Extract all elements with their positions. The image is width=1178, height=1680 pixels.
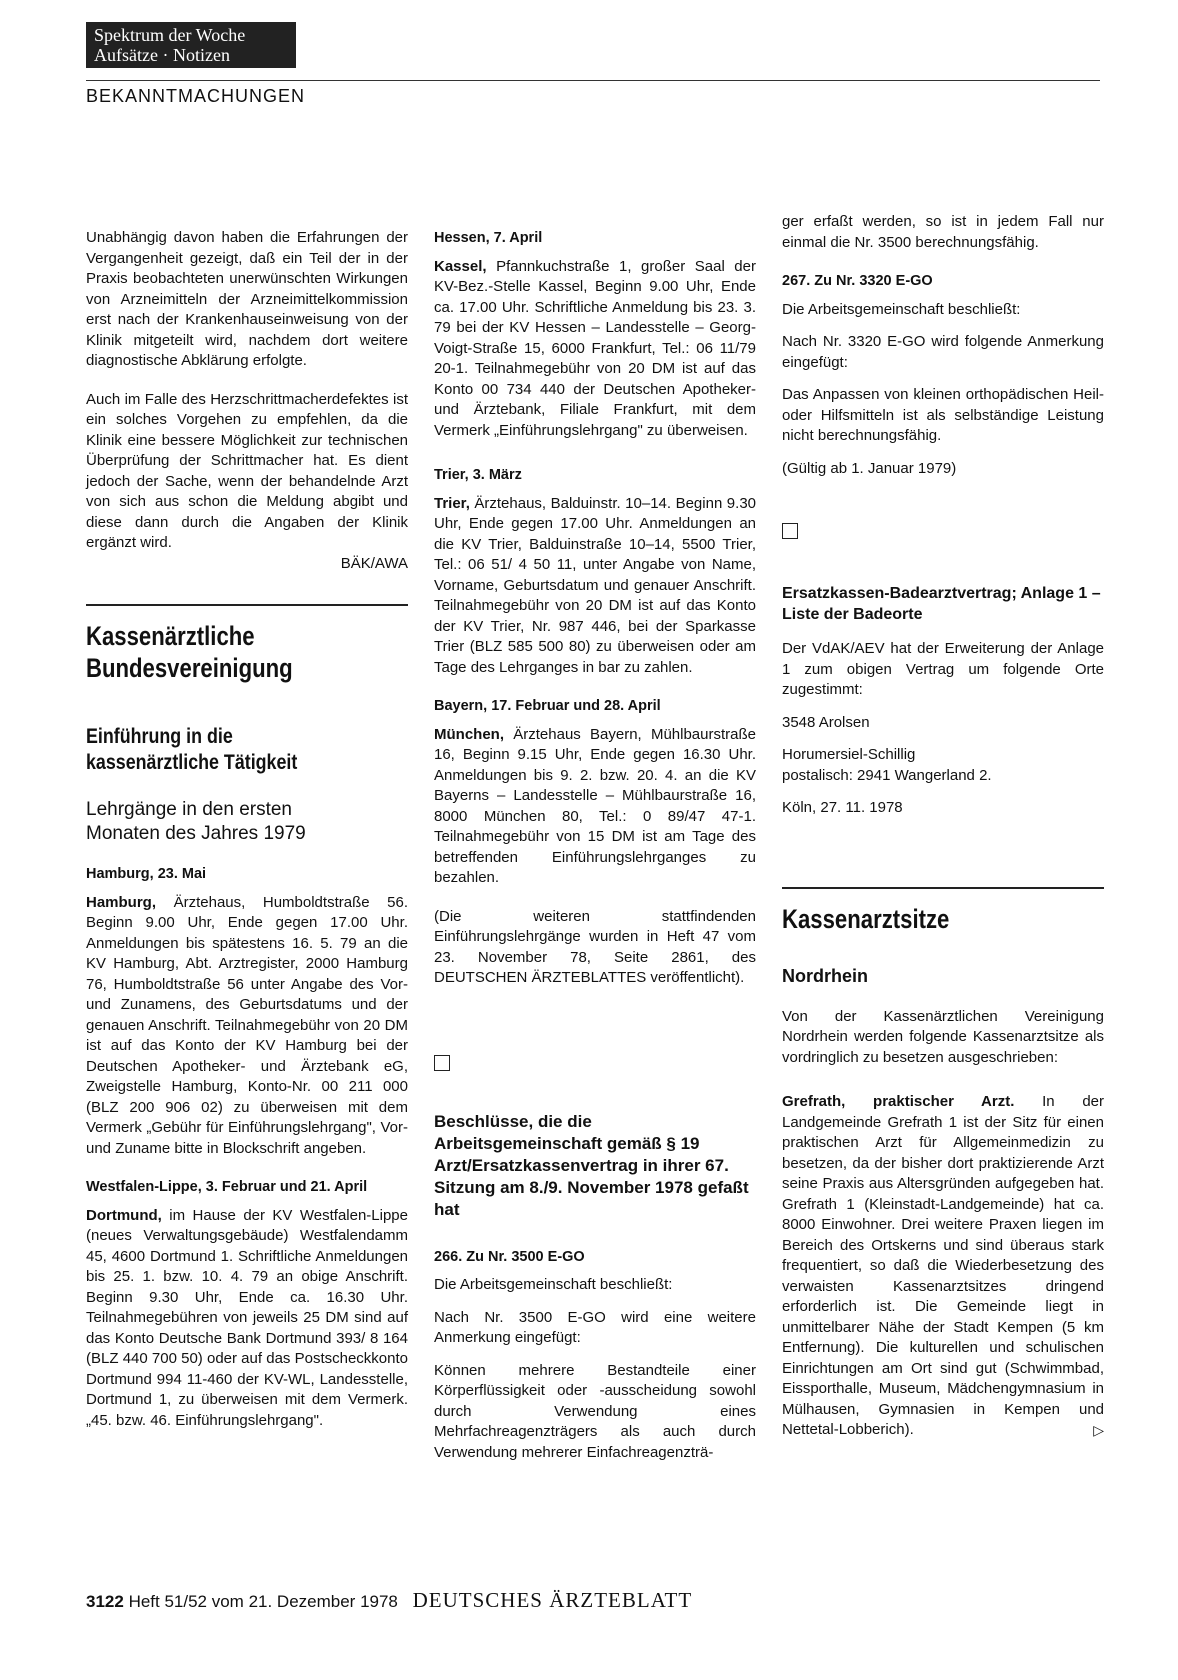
paragraph: Auch im Falle des Herzschrittmacherdefektes ist ein solches Vorgehen zu empfehlen, da die Klinik eine bessere Möglichkeit zur technischen Überprüfung der Schrittmacher hat. Es dient jedoch der Sache, wenn der behandelnde Arzt von sich aus schon die Meldung abgibt und diese dann durch die Angaben der Klinik ergänzt wird.	[86, 390, 408, 551]
hamburg-paragraph: Hamburg, Ärztehaus, Humboldtstraße 56. Beginn 9.00 Uhr, Ende gegen 17.00 Uhr. Anmeldungen bis spätestens 16. 5. 79 an die KV Hamburg, Abt. Arztregister, 2000 Hamburg 76, Humboldtstraße 56 unter Angabe des Vor- und Zunamens, des Geburtsdatums und der genauen Anschrift. Teilnahmegebühr von 20 DM ist auf das Konto der KV Hamburg bei der Deutschen Apotheker- und Ärztebank eG, Zweigstelle Hamburg, Konto-Nr. 00 211 000 (BLZ 200 906 02) zu überweisen mit dem Vermerk „Gebühr für Einführungslehrgang", Vor- und Zuname bitte in Blockschrift angeben.	[86, 893, 408, 1157]
place-item: 3548 Arolsen	[782, 713, 870, 731]
kassenarztsitze-title: Kassenarztsitze	[782, 903, 950, 934]
page-footer	[86, 1588, 692, 1613]
divider	[782, 887, 1104, 889]
paragraph: Der VdAK/AEV hat der Erweiterung der Anlage 1 zum obigen Vertrag um folgende Orte zugestimmt:	[782, 640, 1104, 698]
bayern-heading: Bayern, 17. Februar und 28. April	[434, 698, 661, 714]
trier-paragraph: Trier, Ärztehaus, Balduinstr. 10–14. Beginn 9.30 Uhr, Ende gegen 17.00 Uhr. Anmeldungen an die KV Trier, Balduinstraße 10–14, 5500 Trier, Tel.: 06 51/ 4 50 11, unter Angabe von Name, Vorname, Geburtsdatum und genauer Anschrift. Teilnahmegebühr von 20 DM ist auf das Konto der KV Trier, Nr. 987 446, bei der Sparkasse Trier (BLZ 585 500 80) zu überweisen oder am Tage des Lehrganges in bar zu zahlen.	[434, 494, 756, 676]
header-rule	[86, 80, 1100, 81]
kbv-title-line-2: Bundesvereinigung	[86, 653, 293, 683]
date-line: Köln, 27. 11. 1978	[782, 799, 903, 816]
divider	[86, 604, 408, 606]
item-266-heading: 266. Zu Nr. 3500 E-GO	[434, 1248, 585, 1265]
paragraph: Nach Nr. 3500 E-GO wird eine weitere Anmerkung eingefügt:	[434, 1308, 756, 1346]
nordrhein-heading: Nordrhein	[782, 965, 869, 986]
section-header-box	[86, 22, 296, 68]
column-2	[434, 228, 756, 1475]
place-item-line-2: postalisch: 2941 Wangerland 2.	[782, 766, 992, 784]
paragraph: Die Arbeitsgemeinschaft beschließt:	[782, 300, 1021, 318]
journal-name: DEUTSCHES ÄRZTEBLATT	[412, 1588, 693, 1612]
kbv-title-line-1: Kassenärztliche	[86, 621, 255, 651]
bayern-paragraph: München, Ärztehaus Bayern, Mühlbaurstraße 16, Beginn 9.15 Uhr, Ende gegen 16.30 Uhr. Anmeldungen bis 9. 2. bzw. 20. 4. an die KV Bayerns – Landesstelle – Mühlbaurstraße 16, 8000 München 80, Tel.: 0 89/47 47-1. Teilnahmegebühr von 15 DM ist am Tage des betreffenden Einführungslehrganges zu bezahlen.	[434, 725, 756, 886]
signature-row	[86, 554, 408, 575]
header-line-1: Spektrum der Woche	[94, 25, 246, 45]
paragraph: ger erfaßt werden, so ist in jedem Fall nur einmal die Nr. 3500 berechnungsfähig.	[782, 213, 1104, 251]
hamburg-heading: Hamburg, 23. Mai	[86, 866, 207, 882]
ersatzkassen-heading: Ersatzkassen-Badearztvertrag; Anlage 1 – Liste der Badeorte	[782, 585, 1101, 623]
item-267-heading: 267. Zu Nr. 3320 E-GO	[782, 273, 933, 289]
validity-note: (Gültig ab 1. Januar 1979)	[782, 459, 957, 477]
paragraph: Die Arbeitsgemeinschaft beschließt:	[434, 1276, 673, 1293]
subtitle-line-2: Monaten des Jahres 1979	[86, 823, 306, 844]
note-paragraph: (Die weiteren stattfindenden Einführungslehrgänge wurden in Heft 47 vom 23. November 78, Seite 2861, des DEUTSCHEN ÄRZTEBLATTES veröffentlicht).	[434, 907, 756, 986]
header-line-2: Aufsätze · Notizen	[94, 45, 230, 65]
paragraph: Von der Kassenärztlichen Vereinigung Nordrhein werden folgende Kassenarztsitze als vordringlich zu besetzen ausgeschrieben:	[782, 1007, 1104, 1066]
beschluesse-heading: Beschlüsse, die die Arbeitsgemeinschaft gemäß § 19 Arzt/Ersatzkassenvertrag in ihrer 67. Sitzung am 8./9. November 1978 gefaßt hat	[434, 1111, 749, 1219]
paragraph: Das Anpassen von kleinen orthopädischen Heil- oder Hilfsmitteln ist als selbständige Leistung nicht berechnungsfähig.	[782, 386, 1104, 444]
trier-heading: Trier, 3. März	[434, 467, 522, 483]
end-of-article-box	[434, 1055, 450, 1071]
column-3	[782, 213, 1104, 1453]
column-1	[86, 228, 408, 1443]
intro-title-line-2: kassenärztliche Tätigkeit	[86, 751, 298, 774]
end-of-article-box	[782, 523, 798, 539]
intro-title-line-1: Einführung in die	[86, 725, 233, 748]
paragraph: Können mehrere Bestandteile einer Körperflüssigkeit oder -ausscheidung sowohl durch Verwendung eines Mehrfachreagenzträgers als auch durch Verwendung mehrerer Einfachreagenzträ-	[434, 1361, 756, 1461]
westfalen-heading: Westfalen-Lippe, 3. Februar und 21. April	[86, 1179, 368, 1195]
hessen-paragraph: Kassel, Pfannkuchstraße 1, großer Saal der KV-Bez.-Stelle Kassel, Beginn 9.00 Uhr, Ende ca. 17.00 Uhr. Schriftliche Anmeldung bis 23. 3. 79 bei der KV Hessen – Landesstelle – Georg-Voigt-Straße 15, 6000 Frankfurt, Tel.: 06 11/79 20-1. Teilnahmegebühr von 20 DM ist auf das Konto 00 734 440 der Deutschen Apotheker- und Ärztebank, Filiale Frankfurt, mit dem Vermerk „Einführungslehrgang" zu überweisen.	[434, 257, 756, 439]
section-label: BEKANNTMACHUNGEN	[86, 86, 306, 106]
westfalen-paragraph: Dortmund, im Hause der KV Westfalen-Lippe (neues Verwaltungsgebäude) Westfalendamm 45, 4600 Dortmund 1. Schriftliche Anmeldungen bis 25. 1. bzw. 10. 4. 79 an obige Anschrift. Beginn 9.30 Uhr, Ende ca. 16.30 Uhr. Teilnahmegebühren von jeweils 25 DM sind auf das Konto Deutsche Bank Dortmund 393/ 8 164 (BLZ 440 700 50) oder auf das Postscheckkonto Dortmund 994 11-460 der KV-WL, Landesstelle, Dortmund 1, zu überweisen mit dem Vermerk. „45. bzw. 46. Einführungslehrgang".	[86, 1206, 408, 1429]
paragraph: Unabhängig davon haben die Erfahrungen der Vergangenheit gezeigt, daß ein Teil der in der Praxis beobachteten unerwünschten Wirkungen von Arzneimitteln der Arzneimittelkommission erst nach der Krankenhauseinweisung von der Klinik mitgeteilt wird, nachdem dort weitere diagnostische Abklärung erfolgte.	[86, 229, 408, 369]
hessen-heading: Hessen, 7. April	[434, 230, 543, 246]
continue-arrow-icon: ▷	[1093, 1422, 1104, 1438]
signature: BÄK/AWA	[340, 554, 408, 572]
page-number: 3122	[86, 1592, 124, 1611]
paragraph: Nach Nr. 3320 E-GO wird folgende Anmerkung eingefügt:	[782, 333, 1104, 371]
issue-info: Heft 51/52 vom 21. Dezember 1978	[128, 1592, 398, 1611]
grefrath-paragraph: Grefrath, praktischer Arzt. In der Landgemeinde Grefrath 1 ist der Sitz für einen praktischen Arzt für Allgemeinmedizin zu besetzen, da der bisher dort praktizierende Arzt seine Praxis aus Altersgründen aufgegeben hat. Grefrath 1 (Kleinstadt-Landgemeinde) hat ca. 8000 Einwohner. Drei weitere Praxen liegen im Bereich des Ortskerns und sind überaus stark frequentiert, so daß die Wiederbesetzung des verwaisten Kassenarztsitzes dringend erforderlich ist. Die Gemeinde liegt in unmittelbarer Nähe der Stadt Kempen (5 km Entfernung). Die kulturellen und schulischen Einrichtungen am Ort sind gut (Schwimmbad, Eissporthalle, Museum, Mädchengymnasium in Mülhausen, Gymnasien in Kempen und Nettetal-Lobberich). ▷	[782, 1092, 1104, 1441]
subtitle-line-1: Lehrgänge in den ersten	[86, 799, 292, 820]
place-item-line-1: Horumersiel-Schillig	[782, 746, 916, 763]
